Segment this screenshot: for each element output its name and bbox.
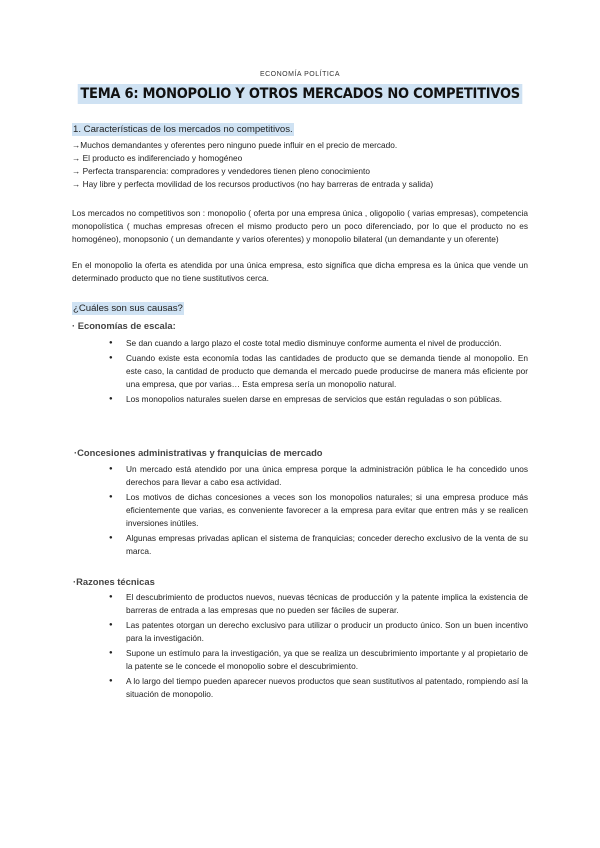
concessions-title: ·Concesiones administrativas y franquicias de mercado [74, 447, 323, 458]
economies-scale-title: · Economías de escala: [72, 320, 176, 331]
technical-reasons-title: ·Razones técnicas [73, 576, 155, 587]
list-item: ● Los motivos de dichas concesiones a veces son los monopolios naturales; si una empresa produce más eficientemente que varias, es conveniente favorecer a la empresa para evitar que entren más y se realicen inversiones inútiles. [126, 491, 528, 530]
monopoly-paragraph: En el monopolio la oferta es atendida por una única empresa, esto significa que dicha empresa es la única que vende un determinado producto que no tiene sustitutivos cerca. [72, 260, 528, 283]
section1-heading [72, 124, 294, 135]
characteristics-list [72, 139, 528, 191]
economies-scale-list [126, 337, 528, 408]
causes-heading [72, 303, 184, 314]
list-item: ● Supone un estímulo para la investigación, ya que se realiza un descubrimiento importante y al propietario de la patente se le concede el monopolio sobre el descubrimiento. [126, 647, 528, 673]
section1-heading-text: 1. Características de los mercados no competitivos. [73, 124, 293, 135]
technical-reasons-list [126, 591, 528, 703]
characteristic-item: →Muchos demandantes y oferentes pero ninguno puede influir en el precio de mercado. [72, 140, 398, 150]
characteristic-item: → El producto es indiferenciado y homogéneo [72, 153, 243, 163]
list-item: ● El descubrimiento de productos nuevos, nuevas técnicas de producción y la patente implica la existencia de barreras de entrada a las empresas que no pueden ser fáciles de superar. [126, 591, 528, 617]
characteristic-item: → Perfecta transparencia: compradores y vendedores tienen pleno conocimiento [72, 166, 370, 176]
list-item: ● Un mercado está atendido por una única empresa porque la administración pública le ha concedido unos derechos para llevar a cabo esa actividad. [126, 463, 528, 489]
markets-paragraph: Los mercados no competitivos son : monopolio ( oferta por una empresa única , oligopolio ( varias empresas), competencia monopolística ( muchas empresas ofrecen el mismo producto pero un poco diferenciado, por lo que el producto no es homogéneo), monopsonio ( un demandante y varios oferentes) y monopolio bilateral (un demandante y un oferente) [72, 208, 528, 244]
page-title-text: TEMA 6: MONOPOLIO Y OTROS MERCADOS NO COMPETITIVOS [78, 84, 523, 104]
page-title [0, 84, 600, 104]
list-item: ● Las patentes otorgan un derecho exclusivo para utilizar o producir un producto único. Son un buen incentivo para la investigación. [126, 619, 528, 645]
concessions-list [126, 463, 528, 560]
subject-label: ECONOMÍA POLÍTICA [259, 71, 341, 78]
list-item: ● Cuando existe esta economía todas las cantidades de producto que se demanda tiende al monopolio. En este caso, la cantidad de producto que demanda el mercado puede producirse de manera más eficiente por una empresa, que por varias… Esta empresa sería un monopolio natural. [126, 352, 528, 391]
list-item: ● A lo largo del tiempo pueden aparecer nuevos productos que sean sustitutivos al patentado, rompiendo así la situación de monopolio. [126, 675, 528, 701]
list-item: ● Se dan cuando a largo plazo el coste total medio disminuye conforme aumenta el nivel de producción. [126, 337, 528, 350]
causes-heading-text: ¿Cuáles son sus causas? [73, 303, 183, 314]
characteristic-item: → Hay libre y perfecta movilidad de los recursos productivos (no hay barreras de entrada y salida) [72, 179, 434, 189]
list-item: ● Algunas empresas privadas aplican el sistema de franquicias; conceder derecho exclusivo de la venta de su marca. [126, 532, 528, 558]
list-item: ● Los monopolios naturales suelen darse en empresas de servicios que están reguladas o son públicas. [126, 393, 528, 406]
